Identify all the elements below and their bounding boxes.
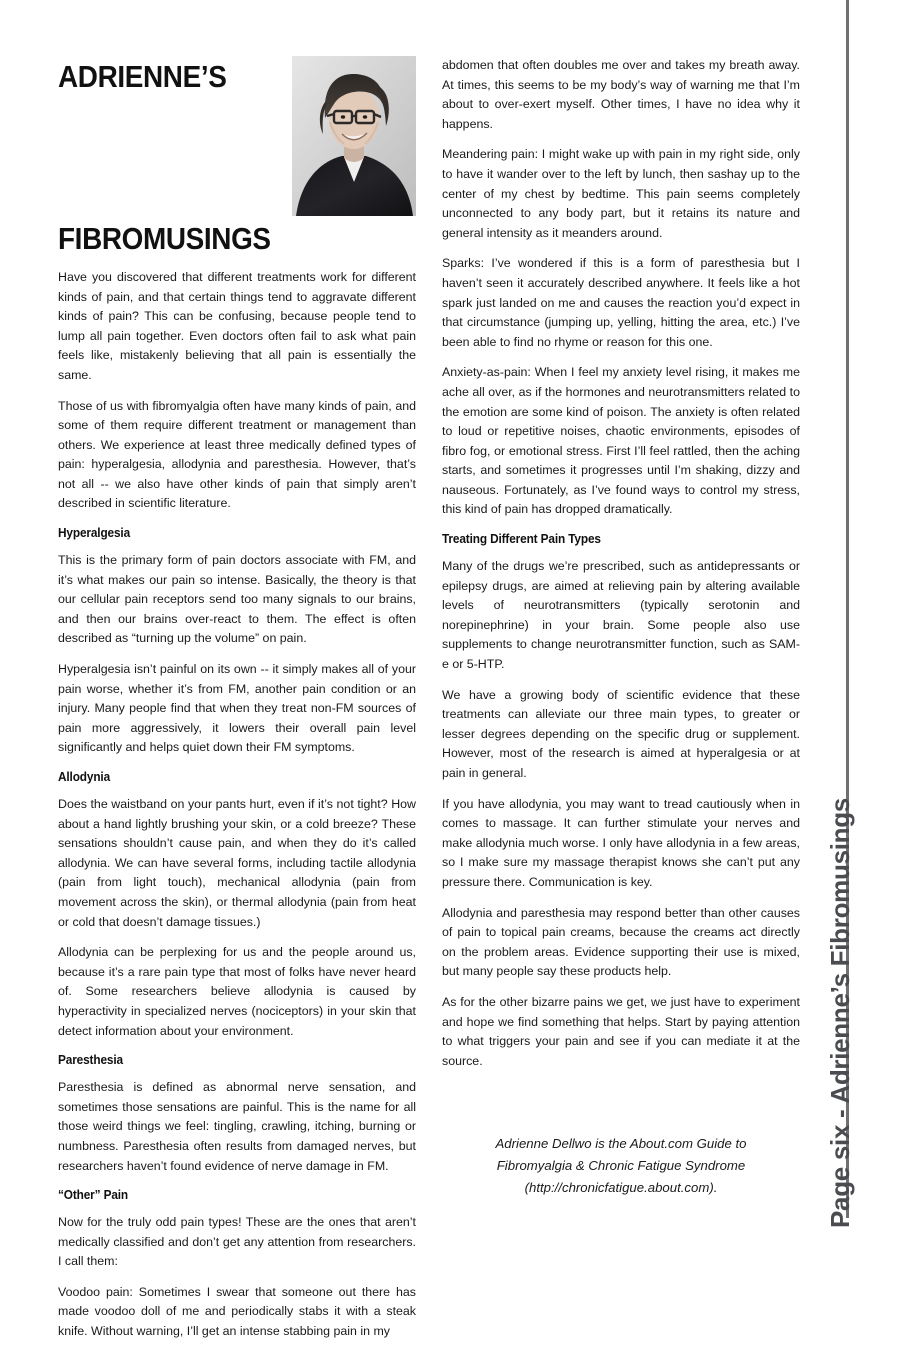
- folio-text: Page six - Adrienne’s Fibromusings: [825, 798, 855, 1228]
- left-column: [58, 56, 416, 1353]
- paragraph: Anxiety-as-pain: When I feel my anxiety level rising, it makes me ache all over, as if the hormones and neurotransmitters related to the emotion are some kind of poison. The anxiety is often related to loud or repetitive noises, chaotic environments, episodes of fibro fog, or emotional stress. First I’ll feel rattled, then the aching starts, and sometimes it progresses until I’m shaking, dizzy and nauseous. Fortunately, as I’ve found ways to control my stress, this kind of pain has dropped dramatically.: [442, 365, 800, 517]
- section-heading-allodynia: Allodynia: [58, 770, 111, 784]
- article-columns: [58, 56, 810, 1339]
- paragraph: abdomen that often doubles me over and takes my breath away. At times, this seems to be my body’s way of warning me that I’m about to over-exert myself. Other times, I have no idea why it happens.: [442, 58, 800, 131]
- author-bio-line-1: Adrienne Dellwo is the About.com Guide to: [495, 1136, 747, 1152]
- section-heading-other-pain: “Other” Pain: [58, 1188, 129, 1203]
- paragraph: Sparks: I’ve wondered if this is a form of paresthesia but I haven’t seen it accurately described anywhere. It feels like a hot spark just landed on me and causes the reaction you’d expect in that circumstance (jumping up, yelling, hitting the area, etc.) I’ve been able to find no rhyme or reason for this one.: [442, 256, 800, 349]
- paragraph: Voodoo pain: Sometimes I swear that someone out there has made voodoo doll of me and periodically stabs it with a steak knife. Without warning, I’ll get an intense stabbing pain in my: [58, 1284, 416, 1339]
- paragraph: This is the primary form of pain doctors associate with FM, and it’s what makes our pain so intense. Basically, the theory is that our cellular pain receptors send too many signals to our brains, and then our brains over-react to them. The effect is often described as “turning up the volume” on pain.: [58, 553, 416, 646]
- paragraph: Many of the drugs we’re prescribed, such as antidepressants or epilepsy drugs, are aimed at relieving pain by altering available levels of neurotransmitters (typically serotonin and norepinephrine) in your brain. Some people also use supplements to change neurotransmitter function, such as SAM-e or 5-HTP.: [442, 559, 800, 672]
- masthead-line-2: FIBROMUSINGS: [58, 221, 271, 257]
- section-heading-treating-pain-types: Treating Different Pain Types: [442, 532, 601, 547]
- paragraph: Those of us with fibromyalgia often have many kinds of pain, and some of them require different treatment or management than others. We experience at least three medically defined types of pain: hyperalgesia, allodynia and paresthesia. However, that’s not all -- we also have other kinds of pain that simply aren’t described in scientific literature.: [58, 398, 416, 511]
- paragraph: Hyperalgesia isn’t painful on its own -- it simply makes all of your pain worse, whether it’s from FM, another pain condition or an injury. Many people find that when they treat non-FM sources of pain more aggressively, it lowers their overall pain level significantly and helps quiet down their FM symptoms.: [58, 662, 416, 755]
- right-column: [442, 56, 800, 1199]
- section-heading-paresthesia: Paresthesia: [58, 1053, 123, 1068]
- paragraph: Paresthesia is defined as abnormal nerve sensation, and sometimes those sensations are painful. This is the name for all those weird things we feel: tingling, crawling, itching, burning or numbness. Paresthesia often results from damaged nerves, but researchers haven’t found evidence of nerve damage in FM.: [58, 1080, 416, 1173]
- author-bio-line-2: Fibromyalgia & Chronic Fatigue Syndrome: [496, 1158, 746, 1174]
- paragraph: Allodynia and paresthesia may respond better than other causes of pain to topical pain creams, because the creams act directly on the problem areas. Evidence supporting their use is mixed, but many people say these products help.: [442, 905, 800, 979]
- paragraph: Meandering pain: I might wake up with pain in my right side, only to have it wander over to the left by lunch, then sashay up to the center of my chest by bedtime. This pain seems completely unconnected to any body part, but it retains its nature and general intensity as it meanders around.: [442, 147, 800, 240]
- paragraph: If you have allodynia, you may want to tread cautiously when in comes to massage. It can further stimulate your nerves and make allodynia much worse. I only have allodynia in a few areas, so I make sure my massage therapist knows she can’t put any pressure there. Communication is key.: [442, 796, 800, 889]
- page-folio: [825, 0, 900, 1250]
- paragraph: Does the waistband on your pants hurt, even if it’s not tight? How about a hand lightly brushing your skin, or a cold breeze? These sensations shouldn’t cause pain, and when they do it’s called allodynia. We can have several forms, including tactile allodynia (pain from light touch), mechanical allodynia (pain from movement across the skin), or thermal allodynia (pain from heat or cold that doesn’t damage tissues.): [58, 797, 416, 929]
- paragraph: Allodynia can be perplexing for us and the people around us, because it’s a rare pain type that most of folks have never heard of. Some researchers believe allodynia is caused by hyperactivity in specialized nerves (nociceptors) in your skin that detect information about your environment.: [58, 945, 416, 1038]
- paragraph: We have a growing body of scientific evidence that these treatments can alleviate our three main types, to greater or lesser degrees depending on the specific drug or supplement. However, most of the research is aimed at hyperalgesia or at pain in general.: [442, 687, 800, 780]
- paragraph: Now for the truly odd pain types! These are the ones that aren’t medically classified and don’t get any attention from researchers. I call them:: [58, 1215, 416, 1269]
- page-title: [58, 56, 380, 256]
- masthead-line-1: ADRIENNE’S: [58, 59, 227, 94]
- paragraph: Have you discovered that different treatments work for different kinds of pain, and that certain things tend to aggravate different kinds of pain? This can be confusing, because people tend to lump all pain together. Even doctors often fail to ask what pain feels like, mistakenly believing that all pain is essentially the same.: [58, 269, 416, 382]
- author-bio: [442, 1133, 800, 1199]
- author-bio-line-3: (http://chronicfatigue.about.com).: [524, 1180, 718, 1196]
- paragraph: As for the other bizarre pains we get, we just have to experiment and hope we find something that helps. Start by paying attention to what triggers your pain and see if you can mediate it at the source.: [442, 994, 800, 1068]
- section-heading-hyperalgesia: Hyperalgesia: [58, 526, 131, 541]
